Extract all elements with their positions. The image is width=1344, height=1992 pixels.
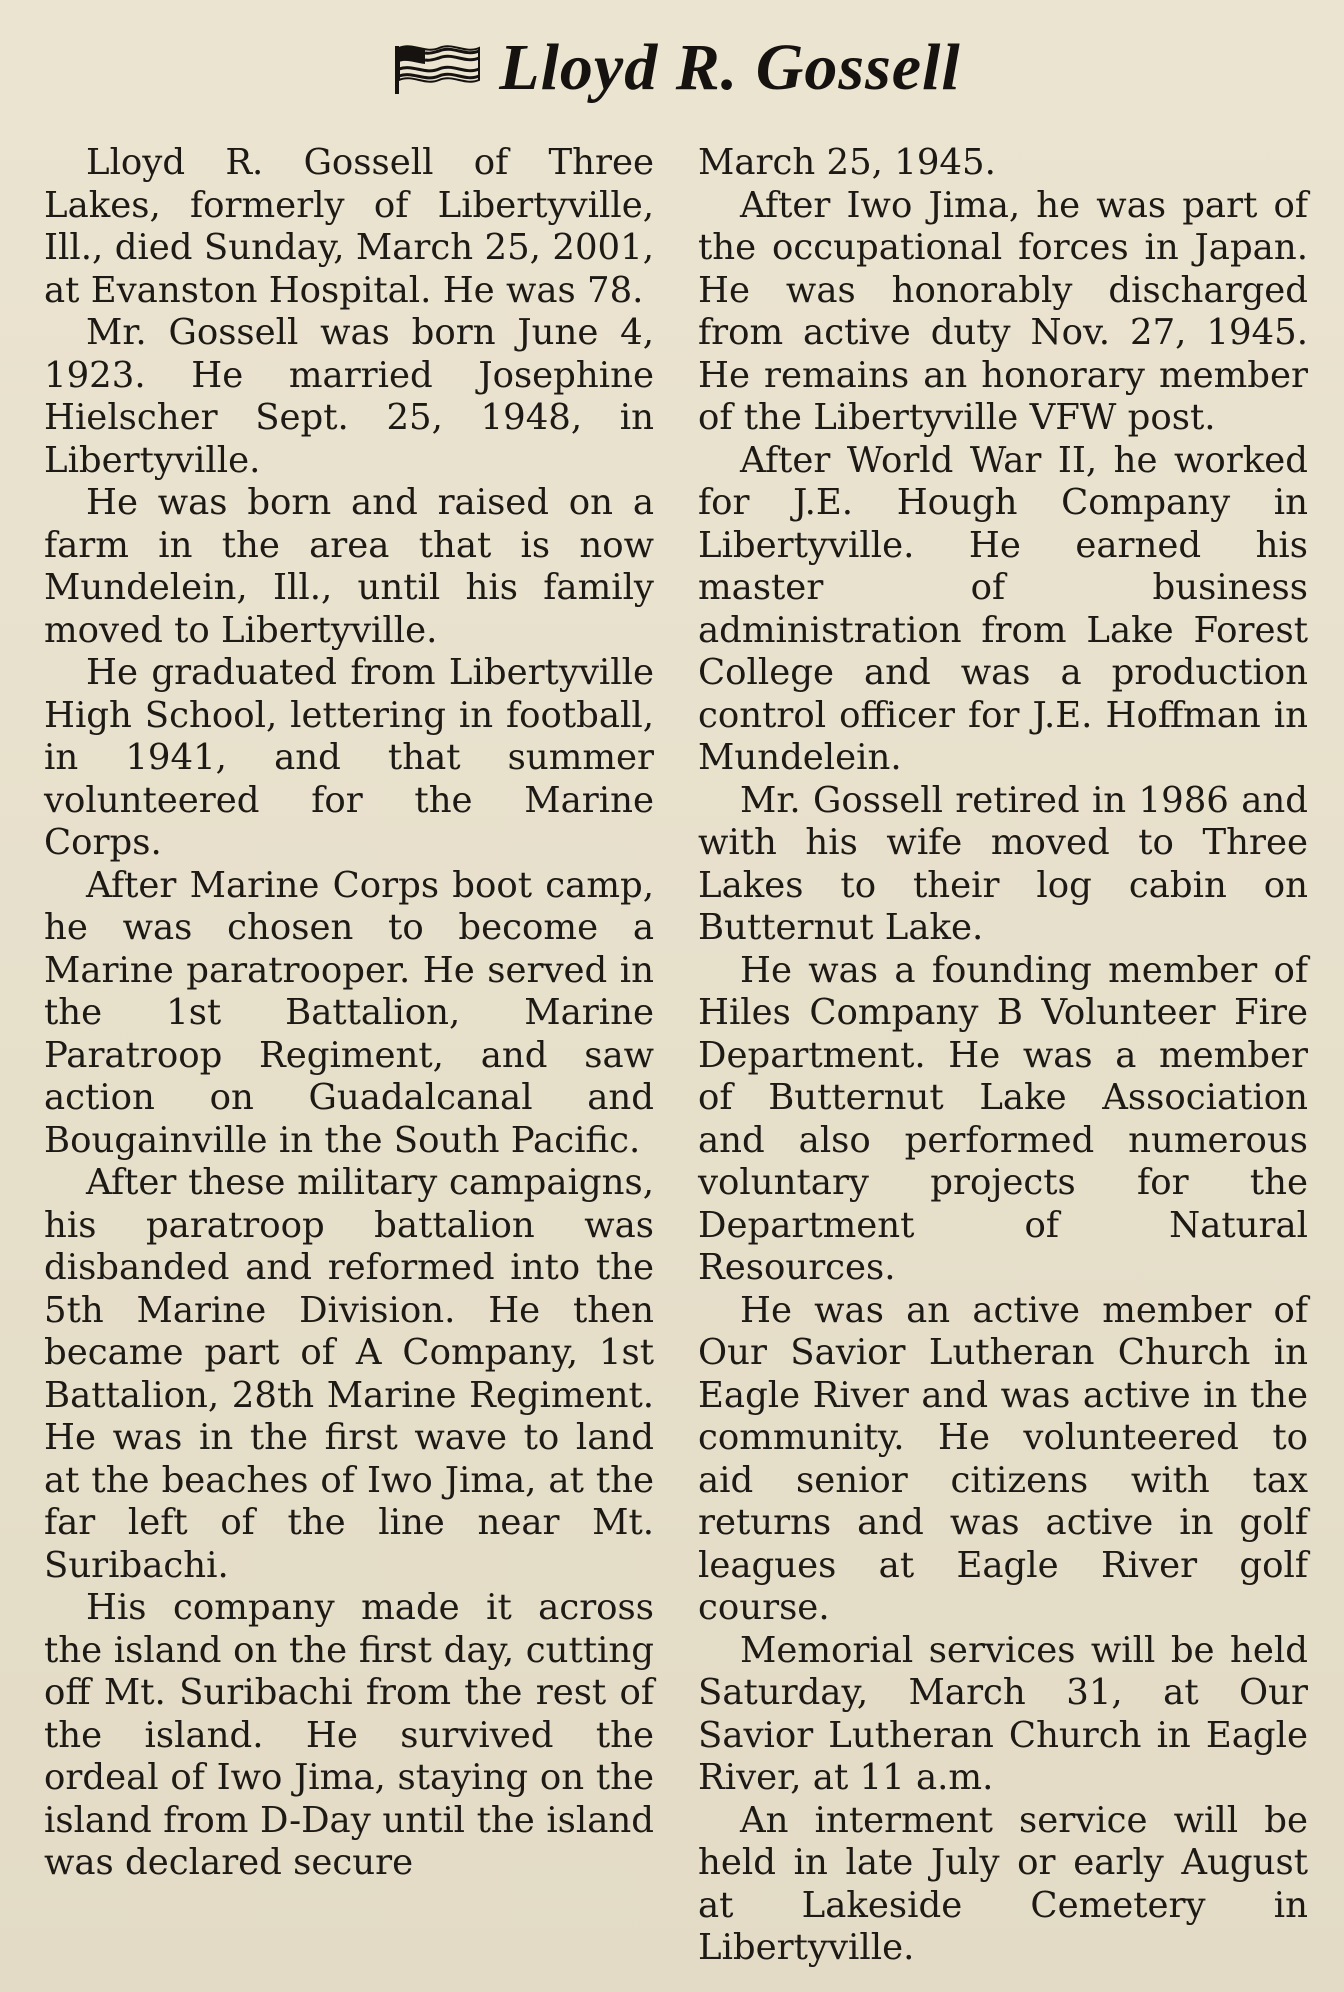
paragraph: An interment service will be held in late July or early August at Lakeside Cemetery in Libertyville. [698,1799,1308,1968]
paragraph: After Marine Corps boot camp, he was chosen to become a Marine paratrooper. He served in the 1st Battalion, Marine Paratroop Regiment, and saw action on Guadalcanal and Bougainville in the South Pacific. [44,864,654,1161]
page-title: Lloyd R. Gossell [499,31,961,104]
article-body [44,142,1308,1970]
paragraph: He was an active member of Our Savior Lutheran Church in Eagle River and was active in the community. He volunteered to aid senior citizens with tax returns and was active in golf leagues at Eagle River golf course. [698,1289,1308,1628]
paragraph: After World War II, he worked for J.E. Hough Company in Libertyville. He earned his master of business administration from Lake Forest College and was a production control officer for J.E. Hoffman in Mundelein. [698,439,1308,778]
american-flag-icon [391,40,481,96]
paragraph: His company made it across the island on the first day, cutting off Mt. Suribachi from the rest of the island. He survived the ordeal of Iwo Jima, staying on the island from D-Day until the island was declared secure [44,1587,654,1883]
paragraph: After these military campaigns, his paratroop battalion was disbanded and reformed into the 5th Marine Division. He then became part of A Company, 1st Battalion, 28th Marine Regiment. He was in the first wave to land at the beaches of Iwo Jima, at the far left of the line near Mt. Suribachi. [44,1162,654,1586]
paragraph: After Iwo Jima, he was part of the occupational forces in Japan. He was honorably discharged from active duty Nov. 27, 1945. He remains an honorary member of the Libertyville VFW post. [698,184,1308,438]
paragraph: He was a founding member of Hiles Company B Volunteer Fire Department. He was a member of Butternut Lake Association and also performed numerous voluntary projects for the Department of Natural Resources. [698,949,1308,1288]
column-left [44,142,654,1970]
paragraph: Mr. Gossell retired in 1986 and with his wife moved to Three Lakes to their log cabin on Butternut Lake. [698,779,1308,948]
paragraph: Memorial services will be held Saturday, March 31, at Our Savior Lutheran Church in Eagle River, at 11 a.m. [698,1629,1308,1798]
paragraph: He was born and raised on a farm in the area that is now Mundelein, Ill., until his family moved to Libertyville. [44,482,654,651]
headline [44,18,1308,118]
column-right [698,142,1308,1970]
paragraph: Mr. Gossell was born June 4, 1923. He married Josephine Hielscher Sept. 25, 1948, in Libertyville. [44,312,654,481]
paragraph: Lloyd R. Gossell of Three Lakes, formerly of Libertyville, Ill., died Sunday, March 25, 2001, at Evanston Hospital. He was 78. [44,142,654,311]
paragraph: He graduated from Libertyville High School, lettering in football, in 1941, and that summer volunteered for the Marine Corps. [44,652,654,863]
paragraph-continuation: March 25, 1945. [698,142,996,183]
